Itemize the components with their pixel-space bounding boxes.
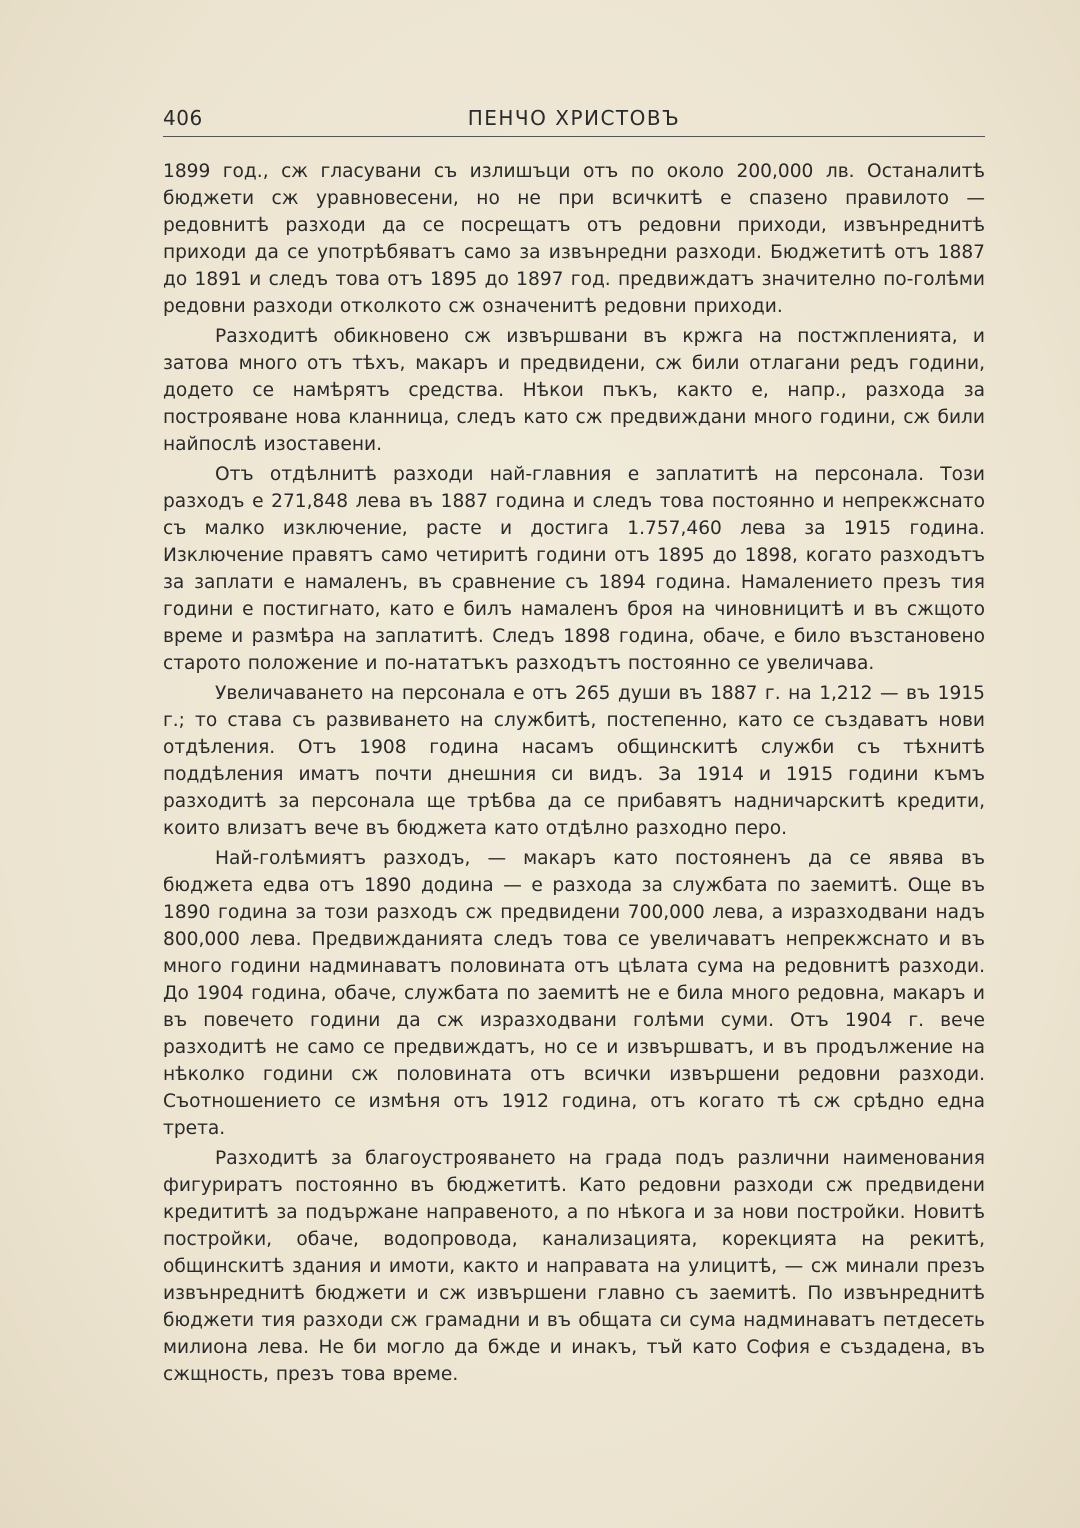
running-head: ПЕНЧО ХРИСТОВЪ — [467, 106, 681, 130]
page-header — [163, 106, 985, 136]
header-rule — [163, 136, 985, 137]
paragraph: Отъ отдѣлнитѣ разходи най-главния е заплатитѣ на персонала. Този разходъ е 271,848 лева въ 1887 година и следъ това постоянно и непрекжснато съ малко изключение, расте и достига 1.757,460 лева за 1915 година. Изключение правятъ само четиритѣ години отъ 1895 до 1898, когато разходътъ за заплати е намаленъ, въ сравнение съ 1894 година. Намалението презъ тия години е постигнато, като е билъ намаленъ броя на чиновницитѣ и въ сжщото време и размѣра на заплатитѣ. Следъ 1898 година, обаче, е било възстановено старото положение и по-нататъкъ разходътъ постоянно се увеличава. — [163, 464, 985, 674]
paragraph: Най-голѣмиятъ разходъ, — макаръ като постояненъ да се явява въ бюджета едва отъ 1890 додина — е разхода за службата по заемитѣ. Още въ 1890 година за този разходъ сж предвидени 700,000 лева, а изразходвани надъ 800,000 лева. Предвижданията следъ това се увеличаватъ непрекжснато и въ много години надминаватъ половината отъ цѣлата сума на редовнитѣ разходи. До 1904 година, обаче, службата по заемитѣ не е била много редовна, макаръ и въ повечето години да сж изразходвани голѣми суми. Отъ 1904 г. вече разходитѣ не само се предвиждатъ, но се и извършватъ, и въ продължение на нѣколко години сж половината отъ всички извършени редовни разходи. Съотношението се измѣня отъ 1912 година, отъ когато тѣ сж срѣдно една трета. — [163, 848, 985, 1139]
paragraph: Разходитѣ обикновено сж извършвани въ кржга на постжпленията, и затова много отъ тѣхъ, макаръ и предвидени, сж били отлагани редъ години, додето се намѣрятъ средства. Нѣкои пъкъ, както е, напр., разхода за построяване нова кланница, следъ като сж предвиждани много години, сж били найпослѣ изоставени. — [163, 326, 985, 455]
paragraph: 1899 год., сж гласувани съ излишъци отъ по около 200,000 лв. Останалитѣ бюджети сж уравновесени, но не при всичкитѣ е спазено правилото — редовнитѣ разходи да се посрещатъ отъ редовни приходи, извънреднитѣ приходи да се употрѣбяватъ само за извънредни разходи. Бюджетитѣ отъ 1887 до 1891 и следъ това отъ 1895 до 1897 год. предвиждатъ значително по-голѣми редовни разходи отколкото сж означенитѣ редовни приходи. — [163, 161, 985, 317]
page-number: 406 — [163, 106, 203, 130]
paragraph: Разходитѣ за благоустрояването на града подъ различни наименования фигуриратъ постоянно въ бюджетитѣ. Като редовни разходи сж предвидени кредититѣ за подържане направеното, а по нѣкога и за нови постройки. Новитѣ постройки, обаче, водопровода, канализацията, корекцията на рекитѣ, общинскитѣ здания и имоти, както и направата на улицитѣ, — сж минали презъ извънреднитѣ бюджети и сж извършени главно съ заемитѣ. По извънреднитѣ бюджети тия разходи сж грамадни и въ общата си сума надминаватъ петдесеть милиона лева. Не би могло да бжде и инакъ, тъй като София е създадена, въ сжщность, презъ това време. — [163, 1148, 985, 1385]
paragraph: Увеличаването на персонала е отъ 265 души въ 1887 г. на 1,212 — въ 1915 г.; то става съ развиването на службитѣ, постепенно, като се създаватъ нови отдѣления. Отъ 1908 година насамъ общинскитѣ служби съ тѣхнитѣ поддѣления иматъ почти днешния си видъ. За 1914 и 1915 години къмъ разходитѣ за персонала ще трѣбва да се прибавятъ надничарскитѣ кредити, които влизатъ вече въ бюджета като отдѣлно разходно перо. — [163, 683, 985, 839]
body-text — [163, 158, 985, 1391]
